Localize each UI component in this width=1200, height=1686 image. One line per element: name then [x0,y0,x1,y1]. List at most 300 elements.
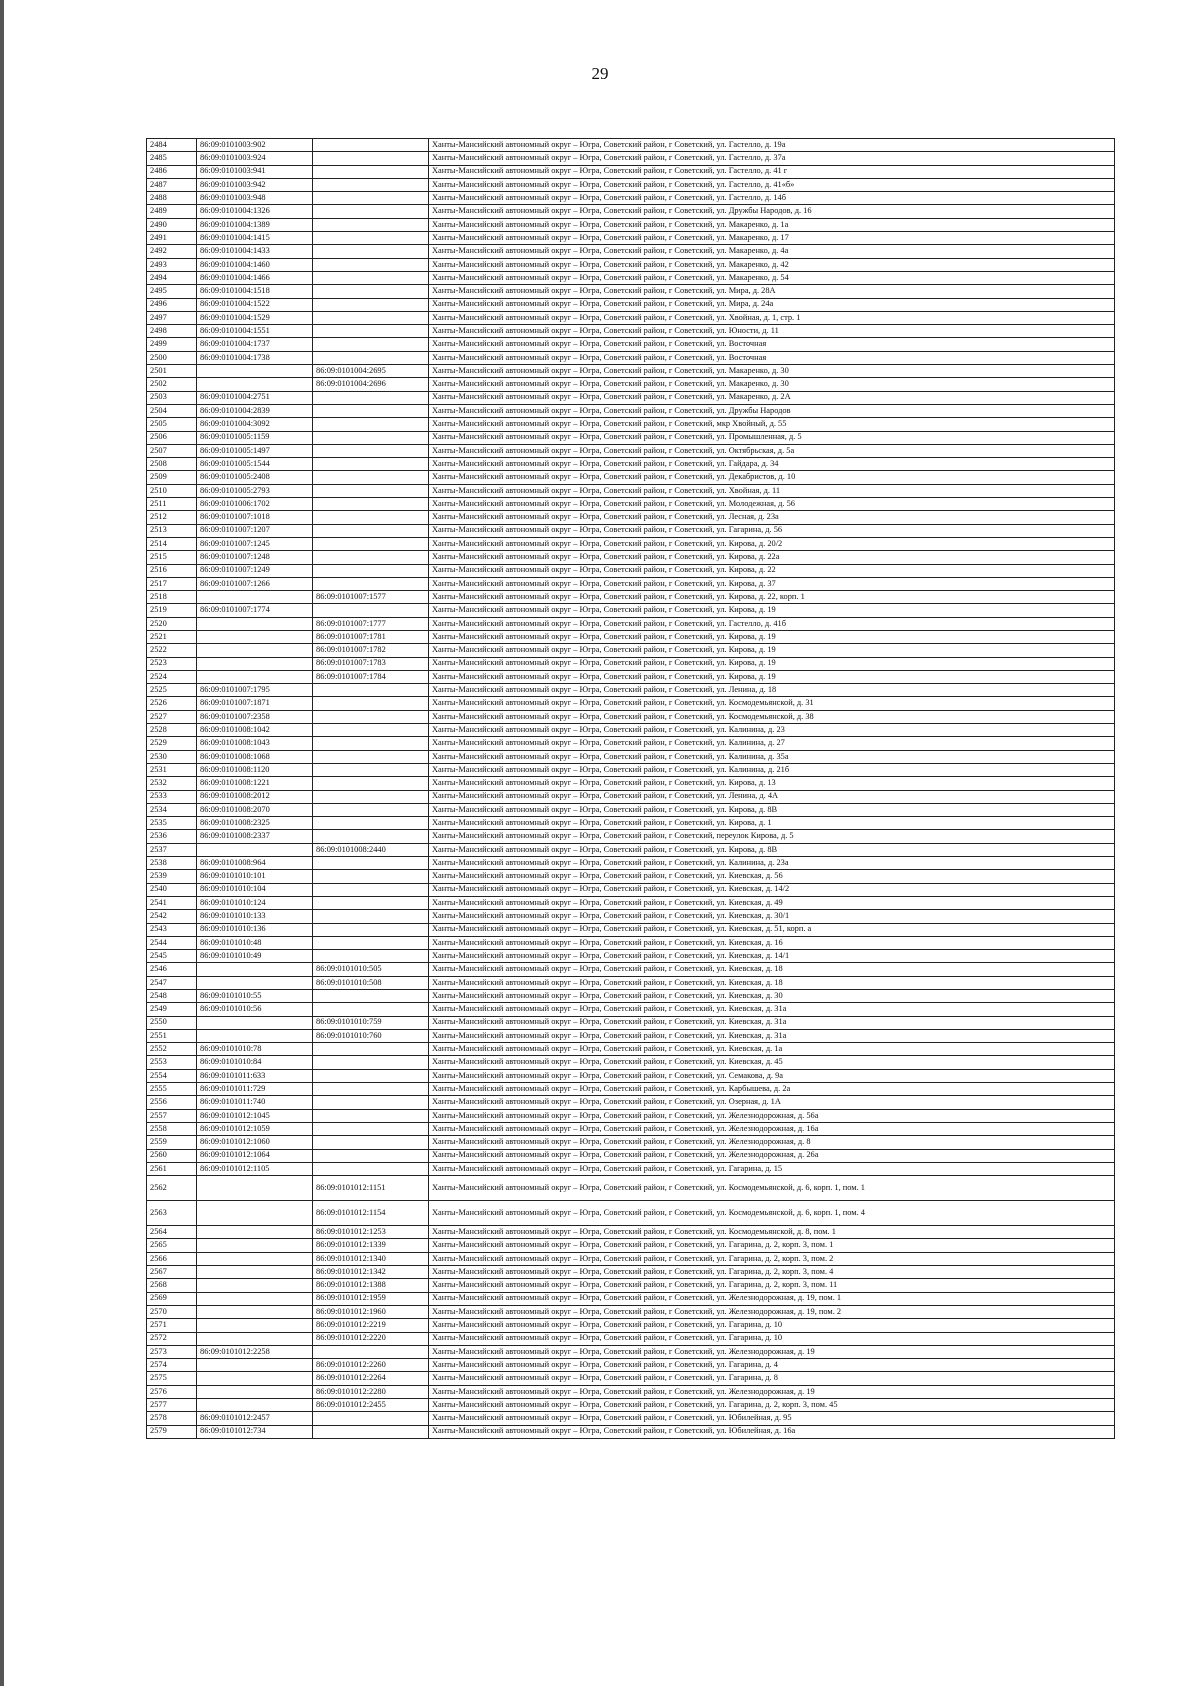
building-cadastral-number-cell: 86:09:0101007:1782 [313,644,429,657]
address-street: ул. Железнодорожная, д. 8 [716,1137,811,1147]
address-street: ул. Кирова, д. 13 [716,778,776,788]
address-cell [429,1136,1115,1149]
building-cadastral-number-cell [313,1425,429,1438]
building-cadastral-number-cell [313,724,429,737]
address-street: ул. Лесная, д. 23а [716,512,779,522]
address-street: ул. Гагарина, д. 2, корп. 3, пом. 2 [716,1253,834,1263]
table-row [147,1069,1115,1082]
address-region-prefix: Ханты-Мансийский автономный округ – Югра, Советский район, г Советский, [432,1227,717,1236]
building-cadastral-number-cell [313,232,429,245]
address-street: ул. Ленина, д. 4А [716,791,779,801]
address-street: ул. Юбилейная, д. 95 [716,1413,792,1423]
table-row [147,1226,1115,1239]
address-region-prefix: Ханты-Мансийский автономный округ – Югра, Советский район, г Советский, [432,179,717,189]
row-number-cell: 2550 [147,1016,197,1029]
table-row [147,1122,1115,1135]
address-region-prefix: Ханты-Мансийский автономный округ – Югра, Советский район, г Советский, [432,565,717,575]
land-cadastral-number-cell: 86:09:0101012:1059 [197,1122,313,1135]
table-row [147,750,1115,763]
table-row [147,285,1115,298]
address-cell [429,298,1115,311]
address-street: ул. Гастелло, д. 14б [716,193,786,203]
address-street: ул. Кирова, д. 19 [716,658,776,668]
address-cell [429,1083,1115,1096]
table-row [147,870,1115,883]
row-number-cell: 2566 [147,1252,197,1265]
address-cell [429,843,1115,856]
address-cell [429,458,1115,471]
address-cell [429,1279,1115,1292]
table-row [147,684,1115,697]
row-number-cell: 2493 [147,258,197,271]
address-region-prefix: Ханты-Мансийский автономный округ – Югра, Советский район, г Советский, [432,206,717,216]
row-number-cell: 2528 [147,724,197,737]
land-cadastral-number-cell: 86:09:0101011:633 [197,1069,313,1082]
address-region-prefix: Ханты-Мансийский автономный округ – Югра, Советский район, г Советский, [432,259,717,269]
address-region-prefix: Ханты-Мансийский автономный округ – Югра, Советский район, г Советский, [432,1399,717,1409]
address-street: ул. Железнодорожная, д. 26а [716,1150,819,1160]
address-region-prefix: Ханты-Мансийский автономный округ – Югра, Советский район, г Советский, [432,1207,717,1217]
address-region-prefix: Ханты-Мансийский автономный округ – Югра, Советский район, г Советский, [432,286,717,296]
address-cell [429,511,1115,524]
land-cadastral-number-cell: 86:09:0101011:729 [197,1083,313,1096]
table-row [147,1345,1115,1358]
row-number-cell: 2547 [147,976,197,989]
table-row [147,1425,1115,1438]
building-cadastral-number-cell [313,165,429,178]
address-region-prefix: Ханты-Мансийский автономный округ – Югра, Советский район, г Советский, [432,1293,717,1303]
address-street: ул. Железнодорожная, д. 19 [716,1386,815,1396]
table-row [147,1043,1115,1056]
address-cell [429,1385,1115,1398]
address-cell [429,1372,1115,1385]
address-street: ул. Юности, д. 11 [716,326,779,335]
row-number-cell: 2516 [147,564,197,577]
address-street: ул. Железнодорожная, д. 16а [716,1123,819,1133]
address-region-prefix: Ханты-Мансийский автономный округ – Югра, Советский район, г Советский, [432,1083,717,1093]
land-cadastral-number-cell: 86:09:0101012:734 [197,1425,313,1438]
address-street: ул. Гагарина, д. 10 [716,1320,783,1330]
table-row [147,883,1115,896]
address-cell [429,896,1115,909]
address-region-prefix: Ханты-Мансийский автономный округ – Югра, Советский район, г Советский, [432,379,717,389]
table-row [147,1003,1115,1016]
land-cadastral-number-cell [197,1252,313,1265]
table-row [147,551,1115,564]
address-cell [429,551,1115,564]
table-row [147,232,1115,245]
address-region-prefix: Ханты-Мансийский автономный округ – Югра, Советский район, г Советский, [432,804,717,814]
building-cadastral-number-cell [313,803,429,816]
land-cadastral-number-cell: 86:09:0101004:1460 [197,258,313,271]
row-number-cell: 2485 [147,152,197,165]
address-cell [429,1162,1115,1175]
address-cell [429,165,1115,178]
land-cadastral-number-cell [197,843,313,856]
address-street: ул. Киевская, д. 14/2 [716,884,790,894]
building-cadastral-number-cell [313,564,429,577]
address-street: ул. Кирова, д. 19 [716,631,776,641]
building-cadastral-number-cell: 86:09:0101007:1784 [313,670,429,683]
land-cadastral-number-cell: 86:09:0101007:1245 [197,537,313,550]
land-cadastral-number-cell: 86:09:0101004:3092 [197,418,313,431]
building-cadastral-number-cell [313,431,429,444]
address-cell [429,1292,1115,1305]
land-cadastral-number-cell: 86:09:0101008:964 [197,857,313,870]
address-street: ул. Железнодорожная, д. 19 [716,1346,815,1356]
table-row [147,524,1115,537]
address-street: ул. Киевская, д. 49 [716,897,783,907]
land-cadastral-number-cell [197,1399,313,1412]
building-cadastral-number-cell: 86:09:0101007:1781 [313,630,429,643]
address-cell [429,803,1115,816]
land-cadastral-number-cell: 86:09:0101004:1326 [197,205,313,218]
address-cell [429,498,1115,511]
land-cadastral-number-cell: 86:09:0101010:136 [197,923,313,936]
land-cadastral-number-cell: 86:09:0101008:1120 [197,763,313,776]
table-row [147,1412,1115,1425]
building-cadastral-number-cell [313,737,429,750]
land-cadastral-number-cell: 86:09:0101007:2358 [197,710,313,723]
address-cell [429,604,1115,617]
address-cell [429,910,1115,923]
row-number-cell: 2576 [147,1385,197,1398]
building-cadastral-number-cell [313,923,429,936]
address-region-prefix: Ханты-Мансийский автономный округ – Югра, Советский район, г Советский, [432,193,717,203]
row-number-cell: 2548 [147,990,197,1003]
address-street: ул. Ленина, д. 18 [716,685,777,695]
land-cadastral-number-cell: 86:09:0101012:2457 [197,1412,313,1425]
land-cadastral-number-cell: 86:09:0101004:1738 [197,351,313,364]
land-cadastral-number-cell: 86:09:0101004:1737 [197,338,313,351]
address-region-prefix: Ханты-Мансийский автономный округ – Югра, Советский район, г Советский, [432,631,717,641]
address-region-prefix: Ханты-Мансийский автономный округ – Югра, Советский район, г Советский, [432,618,717,628]
building-cadastral-number-cell: 86:09:0101012:1151 [313,1176,429,1201]
address-region-prefix: Ханты-Мансийский автономный округ – Югра, Советский район, г Советский, [432,512,717,522]
address-region-prefix: Ханты-Мансийский автономный округ – Югра, Советский район, г Советский, [432,1280,717,1290]
building-cadastral-number-cell [313,936,429,949]
building-cadastral-number-cell [313,697,429,710]
table-row [147,936,1115,949]
address-cell [429,152,1115,165]
address-street: мкр Хвойный, д. 55 [716,419,787,429]
address-street: ул. Кирова, д. 8В [716,844,778,854]
building-cadastral-number-cell [313,192,429,205]
row-number-cell: 2565 [147,1239,197,1252]
building-cadastral-number-cell [313,205,429,218]
table-row [147,1162,1115,1175]
table-row [147,178,1115,191]
address-cell [429,870,1115,883]
row-number-cell: 2556 [147,1096,197,1109]
building-cadastral-number-cell [313,418,429,431]
address-cell [429,1003,1115,1016]
address-cell [429,418,1115,431]
building-cadastral-number-cell [313,152,429,165]
building-cadastral-number-cell: 86:09:0101010:505 [313,963,429,976]
land-cadastral-number-cell: 86:09:0101010:84 [197,1056,313,1069]
address-region-prefix: Ханты-Мансийский автономный округ – Югра, Советский район, г Советский, [432,884,717,894]
address-street: ул. Гастелло, д. 41 г [716,166,788,176]
row-number-cell: 2578 [147,1412,197,1425]
land-cadastral-number-cell: 86:09:0101010:101 [197,870,313,883]
building-cadastral-number-cell [313,684,429,697]
land-cadastral-number-cell [197,591,313,604]
table-row [147,418,1115,431]
address-street: ул. Киевская, д. 56 [716,871,783,881]
address-region-prefix: Ханты-Мансийский автономный округ – Югра, Советский район, г Советский, [432,645,717,655]
address-region-prefix: Ханты-Мансийский автономный округ – Югра, Советский район, г Советский, [432,1004,717,1014]
table-row [147,298,1115,311]
land-cadastral-number-cell: 86:09:0101006:1702 [197,498,313,511]
page-number: 29 [591,64,609,83]
table-row [147,923,1115,936]
row-number-cell: 2494 [147,271,197,284]
address-region-prefix: Ханты-Мансийский автономный округ – Югра, Советский район, г Советский, [432,472,717,482]
address-street: ул. Мира, д. 28А [716,286,776,296]
address-cell [429,139,1115,152]
row-number-cell: 2544 [147,936,197,949]
row-number-cell: 2521 [147,630,197,643]
row-number-cell: 2563 [147,1201,197,1226]
row-number-cell: 2529 [147,737,197,750]
address-cell [429,325,1115,338]
address-street: ул. Гагарина, д. 8 [716,1373,778,1383]
address-street: ул. Макаренко, д. 30 [716,379,789,389]
table-row [147,737,1115,750]
land-cadastral-number-cell: 86:09:0101004:2751 [197,391,313,404]
address-cell [429,1332,1115,1345]
address-street: ул. Космодемьянской, д. 6, корп. 1, пом. 1 [716,1182,865,1192]
row-number-cell: 2561 [147,1162,197,1175]
land-cadastral-number-cell: 86:09:0101004:1433 [197,245,313,258]
address-cell [429,617,1115,630]
building-cadastral-number-cell [313,325,429,338]
row-number-cell: 2524 [147,670,197,683]
building-cadastral-number-cell [313,351,429,364]
building-cadastral-number-cell [313,910,429,923]
table-row [147,990,1115,1003]
address-street: ул. Озерная, д. 1А [716,1097,781,1107]
land-cadastral-number-cell: 86:09:0101007:1207 [197,524,313,537]
address-cell [429,1149,1115,1162]
table-row [147,431,1115,444]
row-number-cell: 2532 [147,777,197,790]
row-number-cell: 2506 [147,431,197,444]
building-cadastral-number-cell [313,777,429,790]
row-number-cell: 2500 [147,351,197,364]
address-region-prefix: Ханты-Мансийский автономный округ – Югра, Советский район, г Советский, [432,1240,717,1250]
address-cell [429,883,1115,896]
address-region-prefix: Ханты-Мансийский автономный округ – Югра, Советский район, г Советский, [432,724,717,734]
row-number-cell: 2551 [147,1029,197,1042]
table-row [147,311,1115,324]
building-cadastral-number-cell [313,990,429,1003]
address-street: ул. Восточная [716,339,767,349]
address-region-prefix: Ханты-Мансийский автономный округ – Югра, Советский район, г Советский, [432,1320,717,1330]
address-street: ул. Кирова, д. 20/2 [716,538,783,548]
address-region-prefix: Ханты-Мансийский автономный округ – Югра, Советский район, г Советский, [432,1182,717,1192]
table-row [147,843,1115,856]
land-cadastral-number-cell [197,1292,313,1305]
row-number-cell: 2530 [147,750,197,763]
land-cadastral-number-cell: 86:09:0101012:1045 [197,1109,313,1122]
address-region-prefix: Ханты-Мансийский автономный округ – Югра, Советский район, г Советский, [432,232,717,242]
building-cadastral-number-cell: 86:09:0101012:2455 [313,1399,429,1412]
address-cell [429,1399,1115,1412]
address-region-prefix: Ханты-Мансийский автономный округ – Югра, Советский район, г Советский, [432,246,717,256]
row-number-cell: 2508 [147,458,197,471]
row-number-cell: 2535 [147,817,197,830]
building-cadastral-number-cell [313,750,429,763]
address-cell [429,1043,1115,1056]
address-cell [429,1319,1115,1332]
building-cadastral-number-cell [313,604,429,617]
row-number-cell: 2497 [147,311,197,324]
address-region-prefix: Ханты-Мансийский автономный округ – Югра, Советский район, г Советский, [432,312,717,322]
address-region-prefix: Ханты-Мансийский автономный округ – Югра, Советский район, г Советский, [432,339,717,349]
land-cadastral-number-cell [197,1372,313,1385]
address-region-prefix: Ханты-Мансийский автономный округ – Югра, Советский район, г Советский, [432,937,717,947]
address-region-prefix: Ханты-Мансийский автономный округ – Югра, Советский район, г Советский, [432,1070,717,1080]
table-row [147,617,1115,630]
building-cadastral-number-cell [313,218,429,231]
land-cadastral-number-cell: 86:09:0101008:2070 [197,803,313,816]
address-street: ул. Семакова, д. 9а [716,1070,784,1080]
building-cadastral-number-cell [313,391,429,404]
address-street: ул. Макаренко, д. 17 [716,232,789,242]
address-street: ул. Железнодорожная, д. 19, пом. 1 [716,1293,842,1303]
table-row [147,218,1115,231]
address-street: ул. Гагарина, д. 10 [716,1333,783,1343]
address-region-prefix: Ханты-Мансийский автономный округ – Югра, Советский район, г Советский, [432,778,717,788]
building-cadastral-number-cell [313,1122,429,1135]
building-cadastral-number-cell [313,458,429,471]
table-row [147,391,1115,404]
address-region-prefix: Ханты-Мансийский автономный округ – Югра, Советский район, г Советский, [432,272,717,282]
table-row [147,444,1115,457]
address-cell [429,697,1115,710]
table-row [147,537,1115,550]
land-cadastral-number-cell: 86:09:0101007:1871 [197,697,313,710]
address-region-prefix: Ханты-Мансийский автономный округ – Югра, Советский район, г Советский, [432,1253,717,1263]
table-row [147,777,1115,790]
building-cadastral-number-cell: 86:09:0101012:1342 [313,1266,429,1279]
address-street: ул. Калинина, д. 21б [716,764,790,774]
address-region-prefix: Ханты-Мансийский автономный округ – Югра, Советский район, г Советский, [432,458,717,468]
address-street: ул. Юбилейная, д. 16а [716,1426,796,1436]
address-street: ул. Промышленная, д. 5 [716,432,802,442]
address-cell [429,1266,1115,1279]
address-region-prefix: Ханты-Мансийский автономный округ – Югра, Советский район, г Советский, [432,658,717,668]
row-number-cell: 2509 [147,471,197,484]
address-cell [429,763,1115,776]
building-cadastral-number-cell [313,1345,429,1358]
table-row [147,192,1115,205]
land-cadastral-number-cell: 86:09:0101004:1415 [197,232,313,245]
address-street: ул. Киевская, д. 18 [716,964,783,974]
land-cadastral-number-cell: 86:09:0101012:1060 [197,1136,313,1149]
land-cadastral-number-cell [197,644,313,657]
table-row [147,896,1115,909]
address-region-prefix: Ханты-Мансийский автономный округ – Югра, Советский район, г Советский, [432,419,717,429]
address-cell [429,484,1115,497]
land-cadastral-number-cell: 86:09:0101010:104 [197,883,313,896]
row-number-cell: 2554 [147,1069,197,1082]
address-region-prefix: Ханты-Мансийский автономный округ – Югра, Советский район, г Советский, [432,538,717,548]
address-region-prefix: Ханты-Мансийский автономный округ – Югра, Советский район, г Советский, [432,1057,717,1067]
land-cadastral-number-cell: 86:09:0101010:48 [197,936,313,949]
row-number-cell: 2523 [147,657,197,670]
address-cell [429,537,1115,550]
address-region-prefix: Ханты-Мансийский автономный округ – Югра, Советский район, г Советский, [432,751,717,761]
row-number-cell: 2572 [147,1332,197,1345]
building-cadastral-number-cell: 86:09:0101012:1388 [313,1279,429,1292]
address-region-prefix: Ханты-Мансийский автономный округ – Югра, Советский район, г Советский, [432,1386,717,1396]
row-number-cell: 2490 [147,218,197,231]
land-cadastral-number-cell: 86:09:0101005:1159 [197,431,313,444]
land-cadastral-number-cell: 86:09:0101007:1266 [197,577,313,590]
table-row [147,1136,1115,1149]
address-cell [429,258,1115,271]
table-row [147,1109,1115,1122]
building-cadastral-number-cell: 86:09:0101012:2219 [313,1319,429,1332]
property-registry-table [146,138,1115,1439]
building-cadastral-number-cell [313,298,429,311]
land-cadastral-number-cell: 86:09:0101008:2337 [197,830,313,843]
row-number-cell: 2577 [147,1399,197,1412]
address-cell [429,338,1115,351]
address-cell [429,1425,1115,1438]
row-number-cell: 2518 [147,591,197,604]
land-cadastral-number-cell [197,1279,313,1292]
land-cadastral-number-cell: 86:09:0101010:133 [197,910,313,923]
building-cadastral-number-cell [313,271,429,284]
address-cell [429,192,1115,205]
address-region-prefix: Ханты-Мансийский автономный округ – Югра, Советский район, г Советский, [432,831,717,841]
address-street: ул. Макаренко, д. 4а [716,246,789,256]
land-cadastral-number-cell: 86:09:0101008:1221 [197,777,313,790]
address-cell [429,790,1115,803]
row-number-cell: 2553 [147,1056,197,1069]
row-number-cell: 2534 [147,803,197,816]
table-row [147,963,1115,976]
address-region-prefix: Ханты-Мансийский автономный округ – Югра, Советский район, г Советский, [432,578,717,588]
row-number-cell: 2514 [147,537,197,550]
address-region-prefix: Ханты-Мансийский автономный округ – Югра, Советский район, г Советский, [432,817,717,827]
row-number-cell: 2517 [147,577,197,590]
row-number-cell: 2569 [147,1292,197,1305]
address-street: ул. Кирова, д. 37 [716,578,776,588]
table-row [147,139,1115,152]
address-region-prefix: Ханты-Мансийский автономный округ – Югра, Советский район, г Советский, [432,871,717,881]
address-street: ул. Киевская, д. 31а [716,1017,787,1027]
row-number-cell: 2571 [147,1319,197,1332]
address-street: ул. Железнодорожная, д. 19, пом. 2 [716,1306,842,1316]
address-street: ул. Гастелло, д. 37а [716,153,786,163]
row-number-cell: 2503 [147,391,197,404]
row-number-cell: 2568 [147,1279,197,1292]
address-cell [429,577,1115,590]
row-number-cell: 2504 [147,404,197,417]
building-cadastral-number-cell [313,1003,429,1016]
address-cell [429,232,1115,245]
building-cadastral-number-cell [313,763,429,776]
land-cadastral-number-cell [197,1266,313,1279]
land-cadastral-number-cell: 86:09:0101005:2793 [197,484,313,497]
land-cadastral-number-cell [197,1201,313,1226]
address-cell [429,670,1115,683]
